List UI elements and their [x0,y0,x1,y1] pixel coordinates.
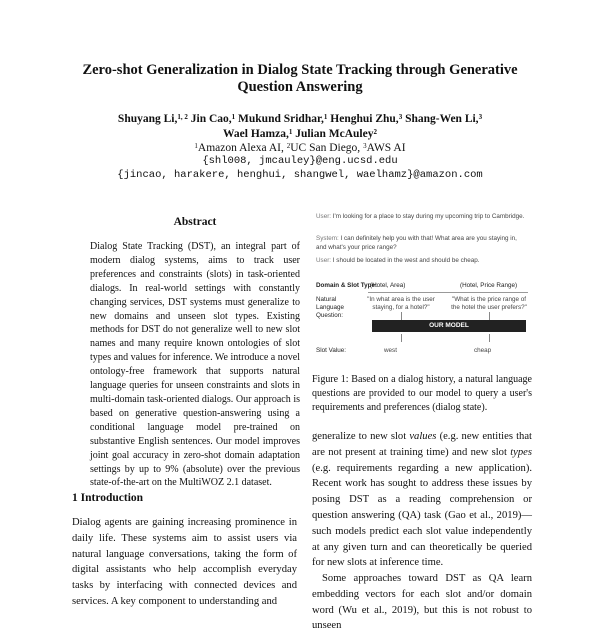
abstract-heading: Abstract [173,216,217,228]
paper-title: Zero-shot Generalization in Dialog State Tracking through Generative Question Answering [82,62,518,95]
author: Henghui Zhu, [330,113,399,125]
section-heading-introduction: 1 Introduction [72,492,144,504]
question-2: "What is the price range of the hotel the user prefers?" [451,296,527,311]
email-ucsd: {shl008, jmcauley}@eng.ucsd.edu [202,155,398,167]
introduction-text: Dialog agents are gaining increasing prominence in daily life. These systems aim to assist users via natural language conversations, taking the form of digital assistants who help accomplish everyday tasks by interfacing with connected devices and services. A key component to understanding and [72,517,297,607]
right-column-paragraph-2: Some approaches toward DST as QA learn embedding vectors for each slot and/or domain word (Wu et al., 2019), but this is not robust to unseen [312,573,532,632]
author: Shuyang Li, [117,113,178,125]
author-list: Shuyang Li,$^{1, 2}$ Jin Cao,$^1$ Mukund Sridhar,$^1$ Henghui Zhu,$^3$ Shang-Wen Li,$^3$ Wael Hamza,$^1$ Julian McAuley$^2$ [117,113,483,140]
slot-value-2: cheap [474,347,492,354]
dialog-turn-system: System: I can definitely help you with that! What area are you staying in, and what's your price range? [316,235,517,251]
author: Jin Cao, [190,113,232,125]
figure-row-label: Slot Value: [316,347,346,354]
arrow-icon [489,334,490,342]
question-1: "In what area is the user staying, for a hotel?" [367,296,435,311]
dialog-turn-user: User: I should be located in the west and should be cheap. [316,257,480,264]
arrow-icon [401,312,402,320]
slot-value-1: west [384,347,397,354]
slot-type-2: (Hotel, Price Range) [460,282,518,289]
dialog-turn-user: User: I'm looking for a place to stay during my upcoming trip to Cambridge. [316,213,525,220]
author: Mukund Sridhar, [238,113,324,125]
figure-1 [312,212,532,362]
figure-row-label: Natural Language Question: [316,296,345,319]
right-column-paragraph: generalize to new slot values (e.g. new entities that are not present at training time) and new slot types (e.g. requirements regarding a new application). Recent work has sought to address these issues by posing DST as a reading comprehension or question answering (QA) task (Gao et al., 2019)—such models predict each slot value independently at any given turn and can theoretically be queried for new slots at inference time. [312,431,532,569]
author: Julian McAuley [295,128,374,140]
divider [368,292,528,293]
arrow-icon [401,334,402,342]
figure-caption: Figure 1: Based on a dialog history, a natural language questions are provided to our model to query a user's requirements and preferences (dialog state). [312,374,532,413]
affiliations: $^1$Amazon Alexa AI, $^2$UC San Diego, $^3$AWS AI [194,142,406,154]
author: Wael Hamza, [223,128,289,140]
figure-row-label: Domain & Slot Type: [316,282,378,289]
arrow-icon [489,312,490,320]
slot-type-1: (Hotel, Area) [370,282,406,289]
author: Shang-Wen Li, [405,113,479,125]
abstract-text: Dialog State Tracking (DST), an integral part of modern dialog systems, aims to track user preferences and constraints (slots) in task-oriented dialogs. In real-world settings with constantly changing services, DST systems must generalize to new domains and unseen slot types. Existing methods for DST do not generalize well to new slot names and many require known ontologies of slot types and values for inference. We introduce a novel ontology-free framework that supports natural language queries for unseen constraints and slots in multi-domain task-oriented dialogs. Our approach is based on generative question-answering using a conditional language model pre-trained on substantive English sentences. Our model improves joint goal accuracy in zero-shot domain adaptation settings by up to 9% (absolute) over the previous state-of-the-art on the MultiWOZ 2.1 dataset. [90,241,300,489]
model-box: OUR MODEL [372,320,526,332]
email-amazon: {jincao, harakere, henghui, shangwel, waelhamz}@amazon.com [117,169,483,181]
